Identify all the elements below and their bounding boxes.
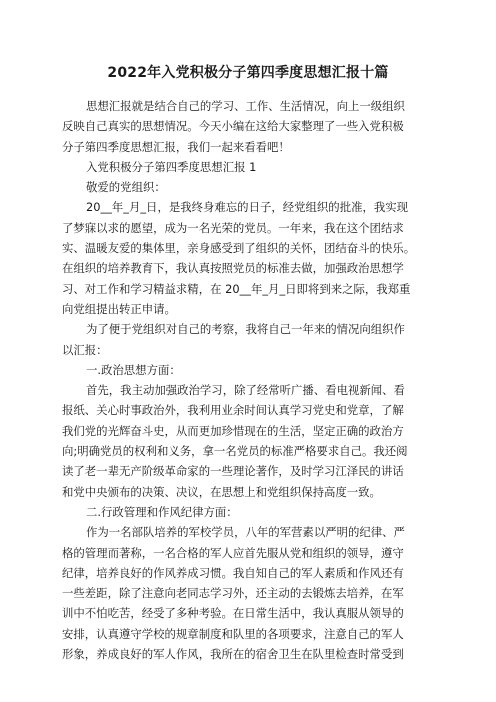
- body-text-line: 在组织的培养教育下，我认真按照党员的标准去做，加强政治思想学: [62, 261, 404, 276]
- body-text-line: 报纸、关心时事政治外，我利用业余时间认真学习党史和党章，了解: [62, 403, 404, 418]
- body-text-line: 读了老一辈无产阶级革命家的一些理论著作，及时学习江泽民的讲话: [62, 464, 404, 479]
- body-text-line: 我们党的光辉奋斗史，从而更加珍惜现在的生活，坚定正确的政治方: [62, 423, 404, 438]
- body-text-line: 和党中央颁布的决策、决议，在思想上和党组织保持高度一致。: [62, 484, 381, 499]
- body-text-line: 二.行政管理和作风纪律方面：: [86, 504, 238, 519]
- body-text-line: 作为一名部队培养的军校学员，八年的军营素以严明的纪律、严: [86, 525, 405, 540]
- body-text-line: 分子第四季度思想汇报，我们一起来看看吧！: [62, 139, 290, 154]
- body-text-line: 思想汇报就是结合自己的学习、工作、生活情况，向上一级组织: [86, 99, 405, 113]
- document-title: 2022年入党积极分子第四季度思想汇报十篇: [107, 65, 389, 81]
- body-text-line: 纪律，培养良好的作风养成习惯。我自知自己的军人素质和作风还有: [62, 565, 404, 580]
- body-text-line: 形象，养成良好的军人作风，我所在的宿舍卫生在队里检查时常受到: [62, 647, 404, 662]
- body-text-line: 了梦寐以求的愿望，成为一名光荣的党员。一年来，我在这个团结求: [62, 220, 404, 235]
- body-text-line: 首先，我主动加强政治学习，除了经常听广播、看电视新闻、看: [86, 383, 405, 398]
- body-text-line: 安排，认真遵守学校的规章制度和队里的各项要求，注意自己的军人: [62, 626, 404, 641]
- body-text-line: 以汇报：: [62, 342, 108, 357]
- body-text-line: 习、对工作和学习精益求精，在 20__年_月_日即将到来之际，我郑重: [62, 281, 411, 296]
- document-body: [62, 96, 436, 664]
- body-text-line: 实、温暖友爱的集体里，亲身感受到了组织的关怀，团结奋斗的快乐。: [62, 241, 416, 256]
- body-text-line: 反映自己真实的思想情况。今天小编在这给大家整理了一些入党积极: [62, 119, 404, 134]
- body-text-line: 格的管理而著称，一名合格的军人应首先服从党和组织的领导，遵守: [62, 545, 404, 560]
- body-text-line: 向党组提出转正申请。: [62, 301, 176, 316]
- body-text-line: 一些差距，除了注意向老同志学习外，还主动的去锻炼去培养，在军: [62, 586, 404, 601]
- body-text-line: 入党积极分子第四季度思想汇报 1: [86, 159, 257, 174]
- body-text-line: 训中不怕吃苦，经受了多种考验。在日常生活中，我认真服从领导的: [62, 606, 404, 621]
- body-text-line: 20__年_月_日，是我终身难忘的日子，经党组织的批准，我实现: [86, 200, 409, 215]
- body-text-line: 向;明确党员的权利和义务，拿一名党员的标准严格要求自己。我还阅: [62, 444, 408, 459]
- body-text-line: 敬爱的党组织：: [86, 180, 166, 195]
- body-text-line: 一.政治思想方面：: [86, 362, 181, 377]
- body-text-line: 为了便于党组织对自己的考察，我将自己一年来的情况向组织作: [86, 322, 405, 337]
